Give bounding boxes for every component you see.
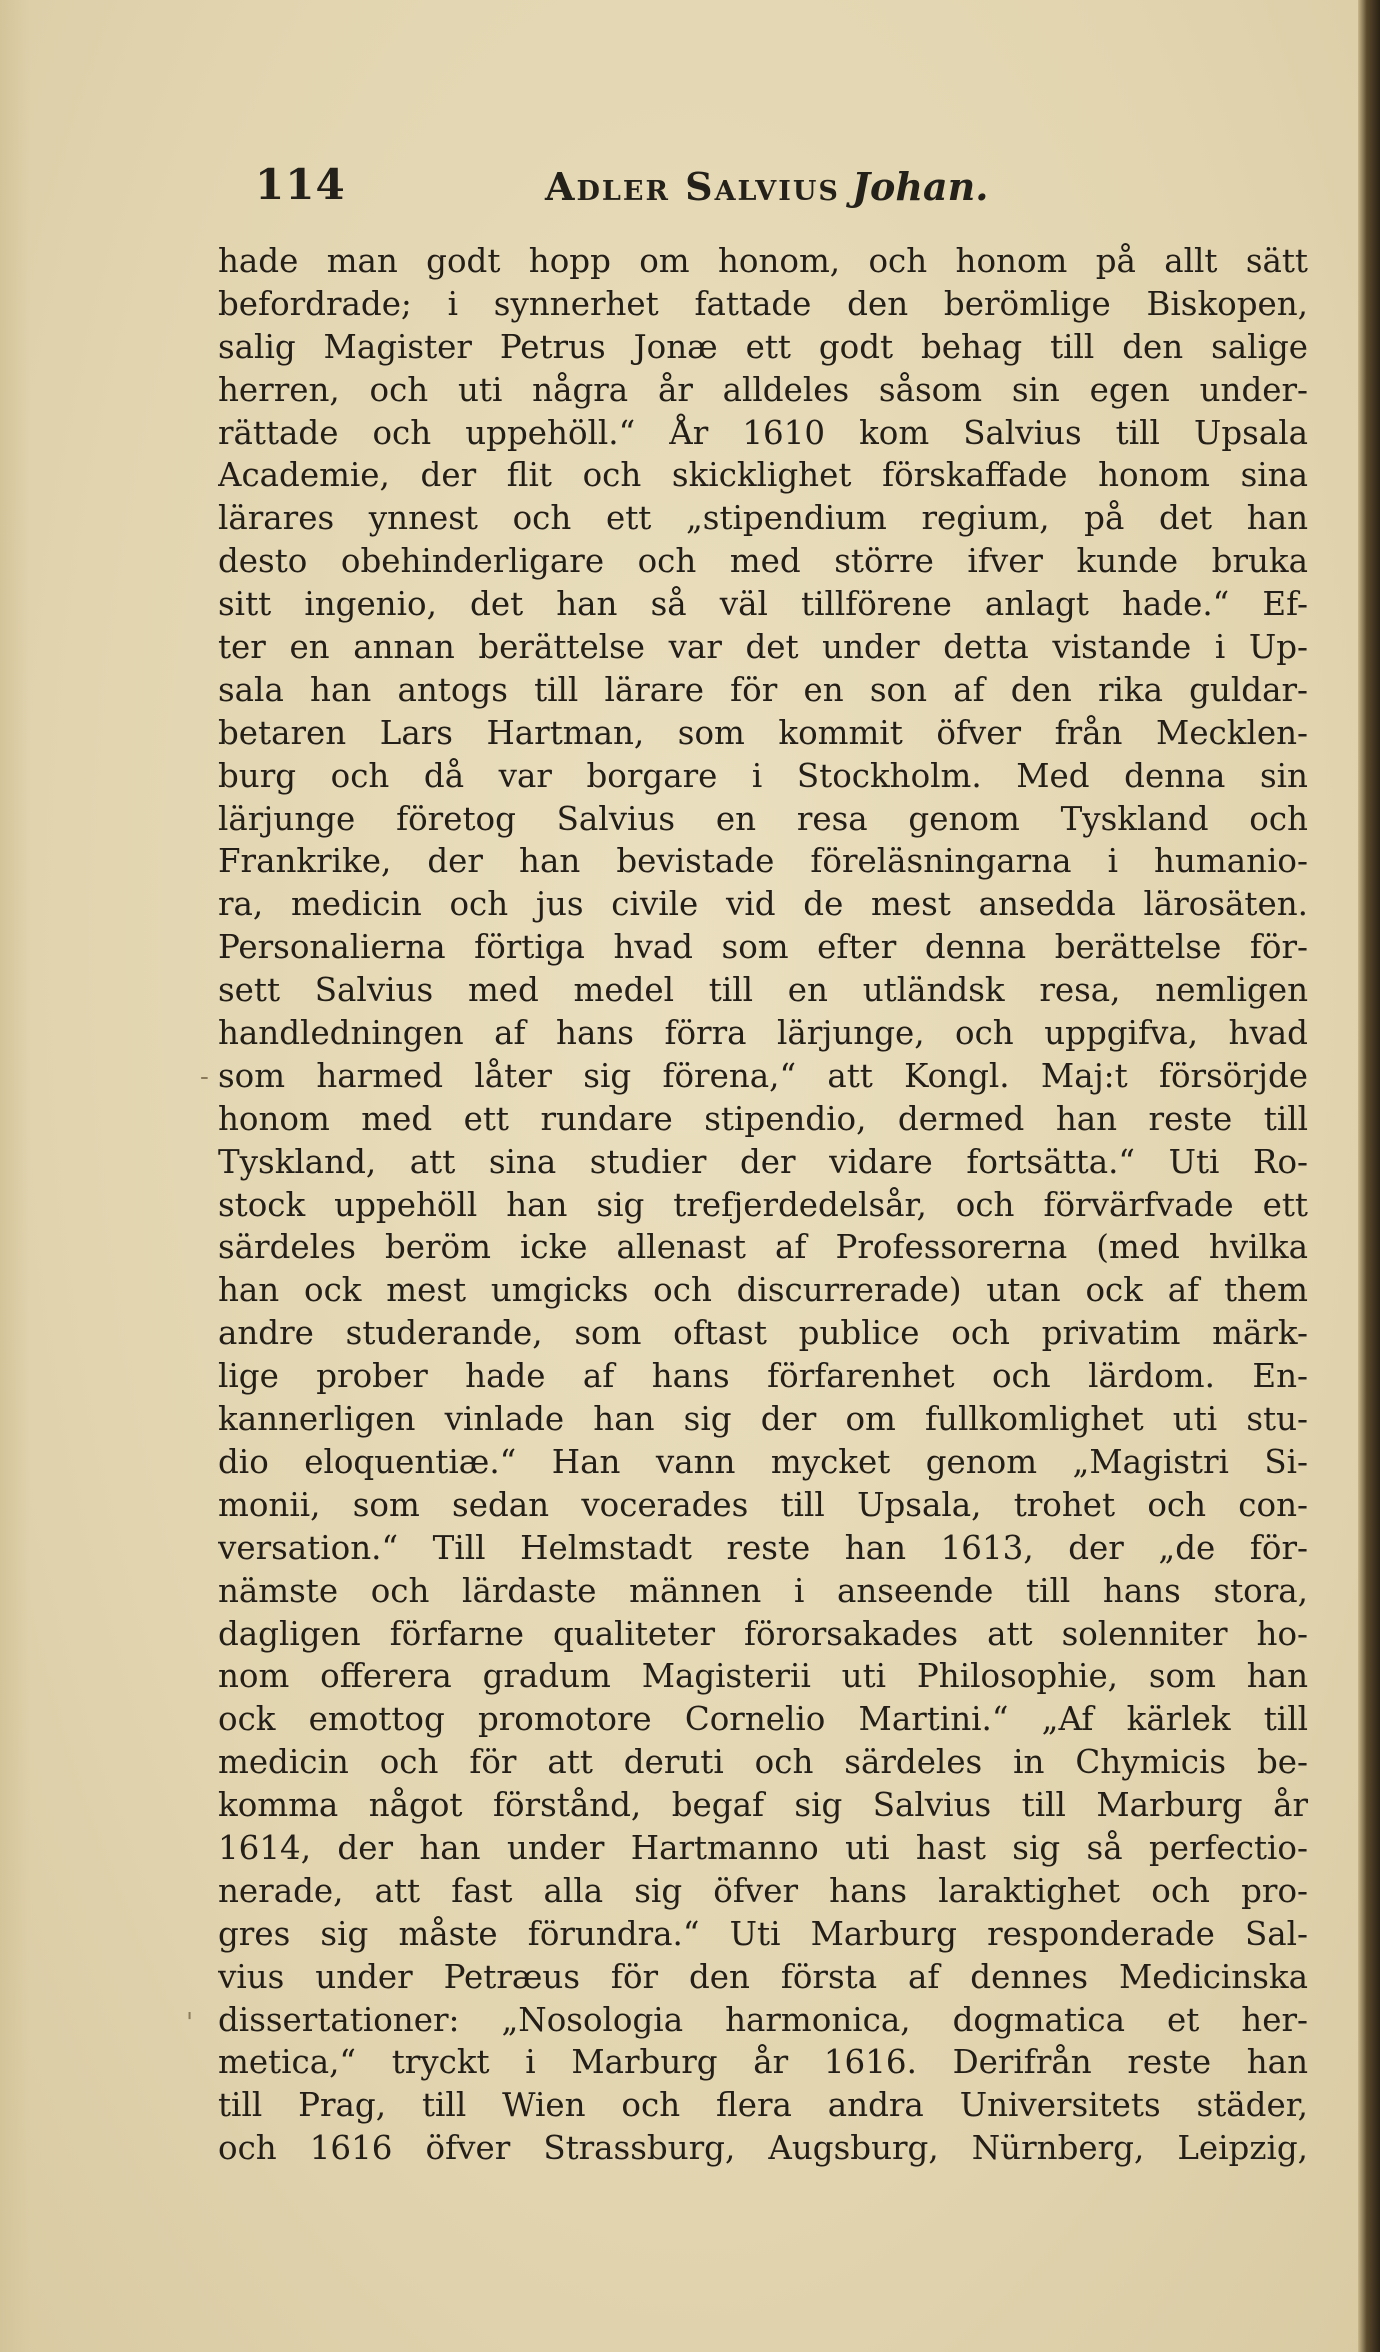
text-line: stock uppehöll han sig trefjerdedelsår, och förvärfvade ett [218,1185,1308,1224]
running-title-name: Adler Salvius [545,164,840,209]
text-line: han ock mest umgicks och discurrerade) utan ock af them [218,1271,1308,1310]
text-line: dio eloquentiæ.“ Han vann mycket genom „Magistri Si- [218,1442,1308,1481]
text-line: särdeles beröm icke allenast af Professorerna (med hvilka [218,1228,1308,1267]
text-line: gres sig måste förundra.“ Uti Marburg responderade Sal- [218,1914,1308,1953]
text-line: Academie, der flit och skicklighet förskaffade honom sina [218,456,1308,495]
text-line: handledningen af hans förra lärjunge, och uppgifva, hvad [218,1014,1308,1053]
text-line: honom med ett rundare stipendio, dermed han reste till [218,1099,1308,1138]
text-line: metica,“ tryckt i Marburg år 1616. Derifrån reste han [218,2043,1308,2082]
text-line: monii, som sedan vocerades till Upsala, trohet och con- [218,1485,1308,1524]
page-number: 114 [255,160,346,209]
text-line: andre studerande, som oftast publice och privatim märk- [218,1314,1308,1353]
text-line: lige prober hade af hans förfarenhet och lärdom. En- [218,1357,1308,1396]
body-text [218,240,1308,2170]
text-line: dagligen förfarne qualiteter förorsakades att solenniter ho- [218,1614,1308,1653]
text-line: betaren Lars Hartman, som kommit öfver från Mecklen- [218,713,1308,752]
text-line: nerade, att fast alla sig öfver hans laraktighet och pro- [218,1871,1308,1910]
page-edge-binding [1358,0,1380,2352]
text-line: befordrade; i synnerhet fattade den berömlige Biskopen, [218,284,1308,323]
text-line: medicin och för att deruti och särdeles in Chymicis be- [218,1743,1308,1782]
text-line: rättade och uppehöll.“ År 1610 kom Salvius till Upsala [218,413,1308,452]
text-line: salig Magister Petrus Jonæ ett godt behag till den salige [218,327,1308,366]
text-line: sala han antogs till lärare för en son af den rika guldar- [218,670,1308,709]
text-line: sett Salvius med medel till en utländsk resa, nemligen [218,971,1308,1010]
text-line: till Prag, till Wien och flera andra Universitets städer, [218,2086,1308,2125]
text-line: burg och då var borgare i Stockholm. Med denna sin [218,756,1308,795]
text-line: ra, medicin och jus civile vid de mest ansedda lärosäten. [218,885,1308,924]
text-line: och 1616 öfver Strassburg, Augsburg, Nürnberg, Leipzig, [218,2129,1308,2168]
page-header [255,160,1035,220]
running-title-given-name: Johan. [852,164,989,209]
text-line: Personalierna förtiga hvad som efter denna berättelse för- [218,928,1308,967]
text-line: herren, och uti några år alldeles såsom sin egen under- [218,370,1308,409]
running-title [545,164,988,209]
margin-mark: ' [186,2008,194,2038]
text-line: desto obehinderligare och med större ifver kunde bruka [218,542,1308,581]
text-line: Tyskland, att sina studier der vidare fortsätta.“ Uti Ro- [218,1142,1308,1181]
text-line: sitt ingenio, det han så väl tillförene anlagt hade.“ Ef- [218,585,1308,624]
text-line: nämste och lärdaste männen i anseende till hans stora, [218,1571,1308,1610]
text-line: ter en annan berättelse var det under detta vistande i Up- [218,628,1308,667]
text-line: ock emottog promotore Cornelio Martini.“ „Af kärlek till [218,1700,1308,1739]
text-line: som harmed låter sig förena,“ att Kongl. Maj:t försörjde [218,1056,1308,1095]
text-line: nom offerera gradum Magisterii uti Philosophie, som han [218,1657,1308,1696]
page-left-shading [0,0,30,2352]
text-line: versation.“ Till Helmstadt reste han 1613, der „de för- [218,1528,1308,1567]
text-line: 1614, der han under Hartmanno uti hast sig så perfectio- [218,1828,1308,1867]
text-line: komma något förstånd, begaf sig Salvius till Marburg år [218,1786,1308,1825]
text-line: lärjunge företog Salvius en resa genom Tyskland och [218,799,1308,838]
margin-mark: - [200,1062,209,1092]
text-line: dissertationer: „Nosologia harmonica, dogmatica et her- [218,2000,1308,2039]
text-line: lärares ynnest och ett „stipendium regium, på det han [218,499,1308,538]
text-line: Frankrike, der han bevistade föreläsningarna i humanio- [218,842,1308,881]
text-line: hade man godt hopp om honom, och honom på allt sätt [218,242,1308,280]
text-line: kannerligen vinlade han sig der om fullkomlighet uti stu- [218,1400,1308,1439]
text-line: vius under Petræus för den första af dennes Medicinska [218,1957,1308,1996]
